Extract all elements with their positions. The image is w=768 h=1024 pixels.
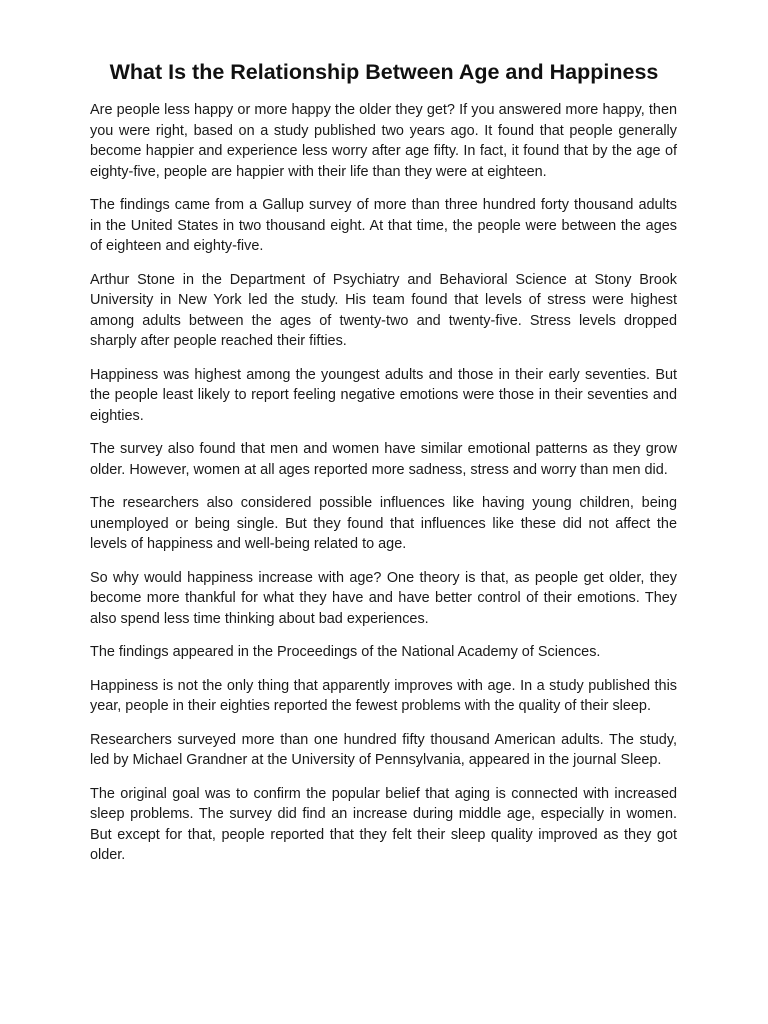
paragraph: Happiness is not the only thing that apparently improves with age. In a study published this year, people in their eighties reported the fewest problems with the quality of their sleep. [90, 677, 677, 714]
paragraph: The original goal was to confirm the popular belief that aging is connected with increased sleep problems. The survey did find an increase during middle age, especially in women. But except for that, people reported that they felt their sleep quality improved as they got older. [90, 785, 677, 863]
paragraph: The survey also found that men and women have similar emotional patterns as they grow older. However, women at all ages reported more sadness, stress and worry than men did. [90, 441, 677, 478]
paragraph: The findings appeared in the Proceedings of the National Academy of Sciences. [90, 644, 601, 660]
paragraph: The findings came from a Gallup survey of more than three hundred forty thousand adults in the United States in two thousand eight. At that time, the people were between the ages of eighteen and eighty-five. [90, 197, 677, 254]
paragraph: Researchers surveyed more than one hundred fifty thousand American adults. The study, led by Michael Grandner at the University of Pennsylvania, appeared in the journal Sleep. [90, 731, 677, 768]
paragraph: Happiness was highest among the youngest adults and those in their early seventies. But the people least likely to report feeling negative emotions were those in their seventies and eighties. [90, 366, 677, 424]
paragraph: Are people less happy or more happy the older they get? If you answered more happy, then you were right, based on a study published two years ago. It found that people generally become happier and experience less worry after age fifty. In fact, it found that by the age of eighty-five, people are happier with their life than they were at eighteen. [90, 102, 677, 180]
document-title: What Is the Relationship Between Age and Happiness [109, 60, 659, 84]
document-body [90, 100, 677, 879]
paragraph: The researchers also considered possible influences like having young children, being unemployed or being single. But they found that influences like these did not affect the levels of happiness and well-being related to age. [90, 495, 677, 552]
paragraph: Arthur Stone in the Department of Psychiatry and Behavioral Science at Stony Brook University in New York led the study. His team found that levels of stress were highest among adults between the ages of twenty-two and twenty-five. Stress levels dropped sharply after people reached their fifties. [90, 271, 677, 349]
paragraph: So why would happiness increase with age? One theory is that, as people get older, they become more thankful for what they have and have better control of their emotions. They also spend less time thinking about bad experiences. [90, 569, 677, 627]
